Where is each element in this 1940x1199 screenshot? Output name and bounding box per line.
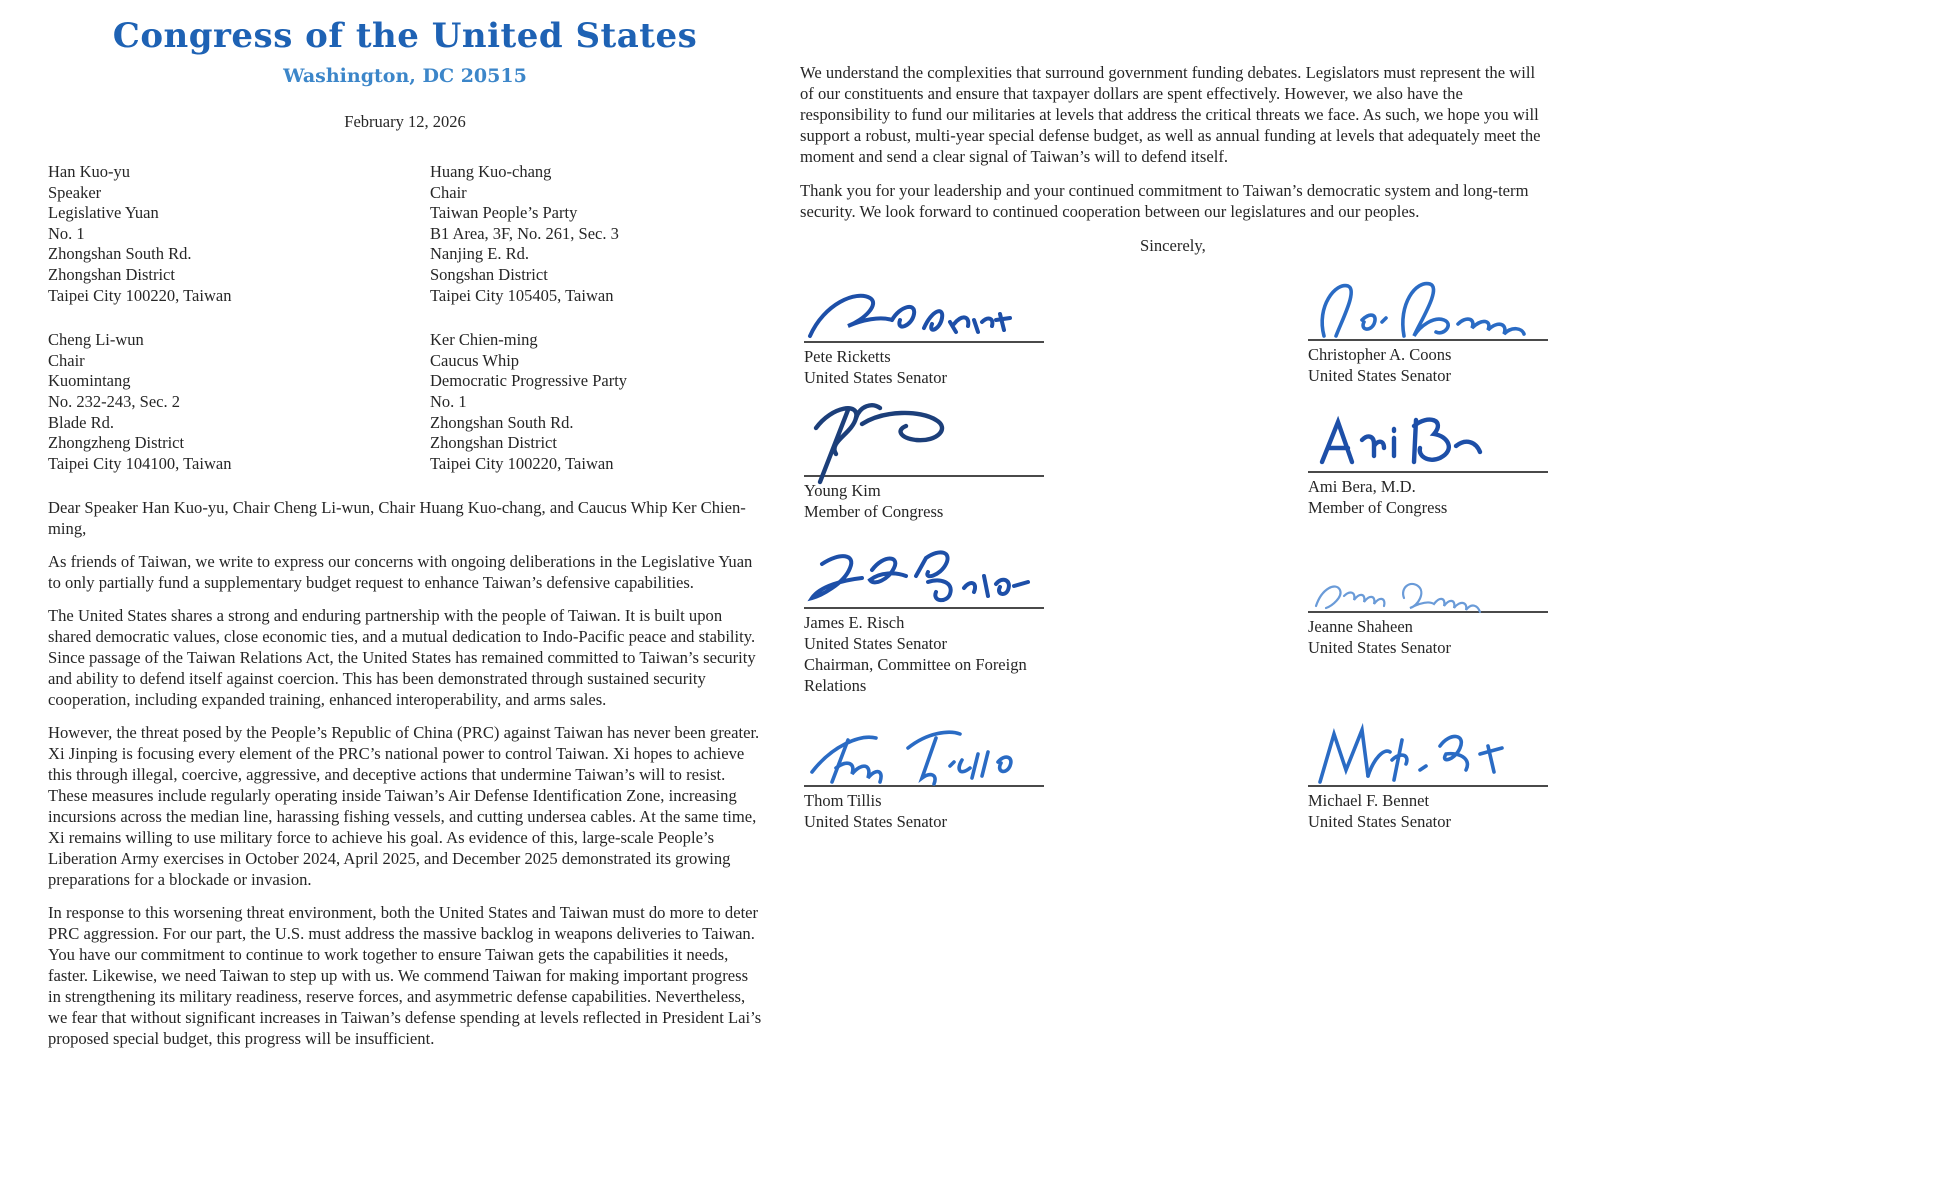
- signer-name: Pete Ricketts: [804, 347, 891, 366]
- recipient-block-ker-chien-ming: Ker Chien-ming Caucus Whip Democratic Progressive Party No. 1 Zhongshan South Rd. Zhongshan District Taipei City 100220, Taiwan: [430, 330, 628, 473]
- signer-titles: United States Senator: [1308, 638, 1451, 657]
- christopher-coons-signature: [1308, 276, 1553, 342]
- signer-name: James E. Risch: [804, 613, 905, 632]
- recipient-block-cheng-li-wun: Cheng Li-wun Chair Kuomintang No. 232-243, Sec. 2 Blade Rd. Zhongzheng District Taipei City 104100, Taiwan: [48, 330, 232, 473]
- body-paragraph: We understand the complexities that surround government funding debates. Legislators must represent the will of our constituents and ensure that taxpayer dollars are spent effectively. However, we also have the responsibility to fund our militaries at levels that address the critical threats we face. As such, we hope you will support a robust, multi-year special defense budget, as well as annual funding at levels that adequately meet the moment and send a clear signal of Taiwan’s will to defend itself.: [800, 63, 1541, 166]
- jeanne-shaheen-signature: [1308, 578, 1533, 614]
- signature-block: [1308, 722, 1548, 832]
- salutation: Dear Speaker Han Kuo-yu, Chair Cheng Li-wun, Chair Huang Kuo-chang, and Caucus Whip Ker Chien-ming,: [48, 498, 746, 539]
- signature-block: [804, 286, 1044, 388]
- page-left: [48, 0, 762, 1049]
- signature-rule: [804, 785, 1044, 787]
- recipient-block-han-kuo-yu: Han Kuo-yu Speaker Legislative Yuan No. 1 Zhongshan South Rd. Zhongshan District Taipei City 100220, Taiwan: [48, 162, 232, 305]
- signature-block: [804, 726, 1044, 832]
- letter-date: February 12, 2026: [344, 112, 466, 131]
- signature-rule: [1308, 471, 1548, 473]
- signer-titles: United States Senator: [1308, 366, 1451, 385]
- body-paragraph: Thank you for your leadership and your continued commitment to Taiwan’s democratic system and long-term security. We look forward to continued cooperation between our legislatures and our peoples.: [800, 181, 1529, 221]
- body-paragraph: The United States shares a strong and enduring partnership with the people of Taiwan. It is built upon shared democratic values, close economic ties, and a mutual dedication to Indo-Pacific peace and stability. Since passage of the Taiwan Relations Act, the United States has remained committed to Taiwan’s security and ability to defend itself against coercion. This has been demonstrated through sustained security cooperation, including expanded training, enhanced interoperability, and arms sales.: [48, 606, 756, 710]
- signer-titles: Member of Congress: [1308, 498, 1448, 517]
- closing: Sincerely,: [1140, 236, 1206, 255]
- signer-name: Young Kim: [804, 481, 881, 500]
- signature-rule: [804, 341, 1044, 343]
- letterhead-address: Washington, DC 20515: [283, 65, 527, 87]
- signature-rule: [1308, 611, 1548, 613]
- signature-block: [804, 546, 1044, 696]
- signature-block: [804, 398, 1044, 522]
- signature-block: [1308, 578, 1548, 658]
- pete-ricketts-signature: [804, 286, 1044, 344]
- body-paragraph: However, the threat posed by the People’s Republic of China (PRC) against Taiwan has never been greater. Xi Jinping is focusing every element of the PRC’s national power to control Taiwan. Xi hopes to achieve this through illegal, coercive, aggressive, and deceptive actions that undermine Taiwan’s will to resist. These measures include regularly operating inside Taiwan’s Air Defense Identification Zone, increasing incursions across the median line, harassing fishing vessels, and cutting undersea cables. At the same time, Xi remains willing to use military force to achieve his goal. As evidence of this, large-scale People’s Liberation Army exercises in October 2024, April 2025, and December 2025 demonstrated its growing preparations for a blockade or invasion.: [48, 723, 760, 890]
- ami-bera-signature: [1308, 410, 1493, 474]
- james-risch-signature: [804, 546, 1039, 610]
- signer-name: Jeanne Shaheen: [1308, 617, 1413, 636]
- recipient-block-huang-kuo-chang: Huang Kuo-chang Chair Taiwan People’s Party B1 Area, 3F, No. 261, Sec. 3 Nanjing E. Rd. Songshan District Taipei City 105405, Taiwan: [430, 162, 619, 305]
- body-paragraph: As friends of Taiwan, we write to express our concerns with ongoing deliberations in the Legislative Yuan to only partially fund a supplementary budget request to enhance Taiwan’s defensive capabilities.: [48, 552, 753, 593]
- signature-block: [1308, 410, 1548, 518]
- signature-rule: [1308, 339, 1548, 341]
- signer-name: Michael F. Bennet: [1308, 791, 1430, 810]
- signature-rule: [804, 475, 1044, 477]
- signature-block: [1308, 276, 1548, 386]
- michael-bennet-signature: [1308, 722, 1543, 788]
- signer-name: Thom Tillis: [804, 791, 882, 810]
- recipient-blocks: [48, 162, 762, 474]
- letterhead-title: Congress of the United States: [112, 16, 698, 56]
- letterhead: [48, 0, 762, 87]
- young-kim-signature: [804, 398, 1004, 478]
- signer-titles: United States Senator: [804, 812, 947, 831]
- body-paragraph: In response to this worsening threat environment, both the United States and Taiwan must do more to deter PRC aggression. For our part, the U.S. must address the massive backlog in weapons deliveries to Taiwan. You have our commitment to continue to work together to ensure Taiwan gets the capabilities it needs, faster. Likewise, we need Taiwan to step up with us. We commend Taiwan for making important progress in strengthening its military readiness, reserve forces, and asymmetric defense capabilities. Nevertheless, we fear that without significant increases in Taiwan’s defense spending at levels reflected in President Lai’s proposed special budget, this progress will be insufficient.: [48, 903, 762, 1049]
- thom-tillis-signature: [804, 726, 1034, 788]
- signer-titles: United States Senator: [1308, 812, 1451, 831]
- signer-titles: Member of Congress: [804, 502, 944, 521]
- signer-titles: United States Senator: [804, 368, 947, 387]
- signer-name: Ami Bera, M.D.: [1308, 477, 1416, 496]
- page-right: [800, 0, 1550, 831]
- signature-rule: [1308, 785, 1548, 787]
- signature-rule: [804, 607, 1044, 609]
- signer-titles: United States Senator Chairman, Committee on Foreign Relations: [804, 634, 1027, 695]
- signer-name: Christopher A. Coons: [1308, 345, 1452, 364]
